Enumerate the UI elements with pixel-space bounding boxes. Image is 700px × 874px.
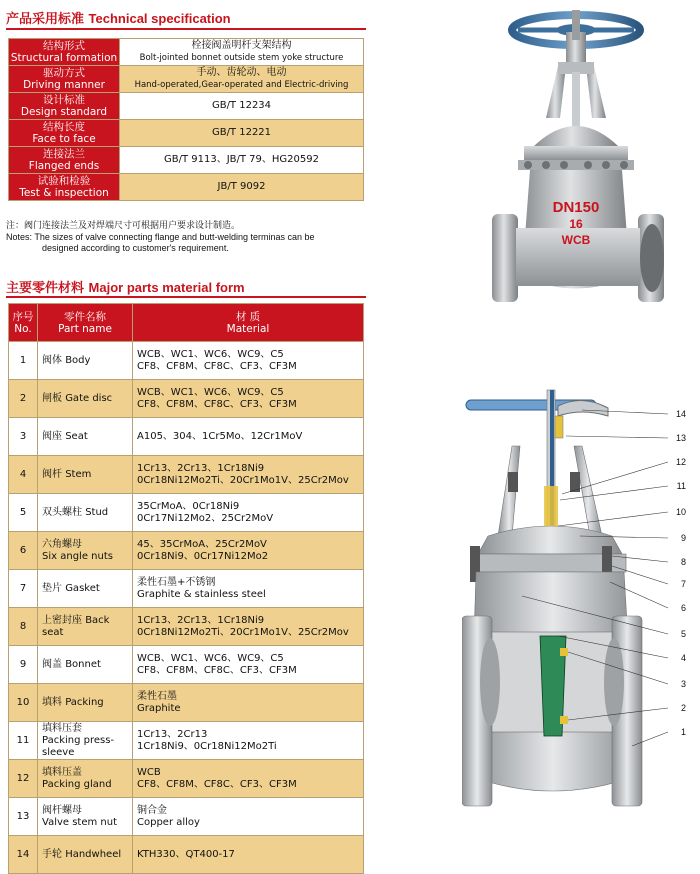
part-material-line-1: 35CrMoA、0Cr18Ni9: [137, 500, 240, 512]
header-material-cn: 材 质: [235, 310, 261, 323]
part-name-en: Gasket: [65, 582, 100, 594]
spec-value: [120, 120, 364, 147]
part-name-en: Gate disc: [65, 392, 113, 404]
part-material-line-2: Graphite & stainless steel: [137, 588, 266, 600]
parts-row: [9, 684, 364, 722]
spec-note-en-2: designed according to customer's requirement.: [42, 243, 229, 253]
part-name-cn: 垫片: [42, 582, 62, 594]
spec-note-en-1: Notes: The sizes of valve connecting flange and butt-welding terminas can be: [6, 232, 315, 242]
part-name: [38, 342, 133, 380]
part-name: [38, 646, 133, 684]
part-name-cn: 阀杆: [42, 468, 62, 480]
parts-header-row: [9, 304, 364, 342]
part-material-line-1: WCB、WC1、WC6、WC9、C5: [137, 386, 284, 398]
part-material: [133, 570, 364, 608]
part-material-line-2: CF8、CF8M、CF8C、CF3、CF3M: [137, 778, 297, 790]
section-gate-disc-icon: [540, 636, 568, 736]
parts-table: [8, 303, 364, 874]
part-number: 11: [9, 722, 38, 760]
callout-number: 9: [680, 533, 686, 543]
part-number: 14: [9, 836, 38, 874]
part-name-en: Packing gland: [42, 778, 112, 790]
spec-label: [9, 174, 120, 201]
spec-value-en: GB/T 12234: [211, 100, 272, 111]
spec-label: [9, 93, 120, 120]
part-material-line-1: A105、304、1Cr5Mo、12Cr1MoV: [137, 430, 303, 442]
part-name-en: Stud: [85, 506, 109, 518]
spec-label-cn: 结构长度: [43, 121, 85, 133]
part-material-line-1: 柔性石墨+不锈钢: [137, 576, 216, 588]
part-material-line-2: CF8、CF8M、CF8C、CF3、CF3M: [137, 664, 297, 676]
part-number: 8: [9, 608, 38, 646]
part-name-cn: 六角螺母: [42, 538, 82, 550]
spec-row: [9, 120, 364, 147]
part-number: 10: [9, 684, 38, 722]
parts-title-en: Major parts material form: [88, 280, 245, 295]
bonnet-icon: [518, 126, 634, 170]
callout-number: 11: [676, 481, 686, 491]
part-material-line-2: CF8、CF8M、CF8C、CF3、CF3M: [137, 360, 297, 372]
part-name-cn: 上密封座: [42, 614, 82, 626]
spec-value: [120, 39, 364, 66]
part-name-en: Packing press-sleeve: [42, 734, 115, 758]
parts-row: [9, 380, 364, 418]
callout-number: 3: [680, 679, 686, 689]
header-no-cn: 序号: [12, 310, 34, 323]
part-material: [133, 684, 364, 722]
callout-number: 2: [680, 703, 686, 713]
parts-row: [9, 722, 364, 760]
spec-label-cn: 结构形式: [43, 40, 85, 52]
part-material-line-2: 0Cr18Ni12Mo2Ti、20Cr1Mo1V、25Cr2Mov: [137, 626, 349, 638]
part-material: [133, 722, 364, 760]
spec-value-en: GB/T 12221: [211, 127, 272, 138]
header-material-en: Material: [226, 322, 270, 335]
part-material: [133, 608, 364, 646]
part-number: 3: [9, 418, 38, 456]
header-material: [133, 304, 364, 342]
part-name: [38, 494, 133, 532]
part-name-cn: 闸板: [42, 392, 62, 404]
part-name-en: Body: [65, 354, 91, 366]
spec-label: [9, 120, 120, 147]
part-material-line-2: Copper alloy: [137, 816, 200, 828]
part-material: [133, 532, 364, 570]
callout-number: 7: [680, 579, 686, 589]
callout-number: 12: [675, 457, 686, 467]
spec-note: [6, 221, 315, 254]
part-number: 1: [9, 342, 38, 380]
part-material: [133, 456, 364, 494]
parts-row: [9, 798, 364, 836]
parts-title-cn: 主要零件材料: [6, 281, 85, 296]
spec-title-cn: 产品采用标准: [6, 12, 85, 27]
part-material-line-2: Graphite: [137, 702, 181, 714]
section-bonnet-icon: [470, 486, 626, 582]
spec-table: [8, 38, 364, 201]
part-name-cn: 填料压套: [42, 722, 82, 734]
header-no: [9, 304, 38, 342]
part-name-cn: 填料: [42, 696, 62, 708]
part-number: 4: [9, 456, 38, 494]
part-name-en: Valve stem nut: [42, 816, 118, 828]
part-name: [38, 418, 133, 456]
part-number: 7: [9, 570, 38, 608]
callout-number: 14: [675, 409, 686, 419]
part-name-cn: 填料压盖: [42, 766, 82, 778]
spec-title-en: Technical specification: [88, 11, 231, 26]
spec-row: [9, 93, 364, 120]
part-name: [38, 380, 133, 418]
spec-label-cn: 驱动方式: [43, 67, 85, 79]
part-name-cn: 手轮: [42, 848, 62, 860]
spec-label-cn: 设计标准: [43, 94, 85, 106]
part-name: [38, 722, 133, 760]
parts-row: [9, 608, 364, 646]
header-name-cn: 零件名称: [64, 310, 106, 323]
spec-title-rule: [6, 28, 366, 30]
header-part-name: [38, 304, 133, 342]
callout-number: 6: [680, 603, 686, 613]
callout-leader: [558, 512, 668, 526]
part-name: [38, 456, 133, 494]
spec-row: [9, 147, 364, 174]
spec-value-en: Bolt-jointed bonnet outside stem yoke structure: [139, 53, 344, 63]
spec-value: [120, 174, 364, 201]
part-name-cn: 阀杆螺母: [42, 804, 82, 816]
spec-label-en: Face to face: [32, 133, 96, 145]
marking-dn: DN150: [552, 199, 600, 216]
spec-value: [120, 147, 364, 174]
part-name-cn: 双头螺柱: [42, 506, 82, 518]
section-handwheel-icon: [466, 400, 608, 416]
part-material: [133, 494, 364, 532]
spec-label-en: Design standard: [20, 106, 108, 118]
part-material-line-1: 铜合金: [137, 804, 167, 816]
header-no-en: No.: [14, 322, 32, 335]
part-material: [133, 380, 364, 418]
callout-number: 13: [675, 433, 686, 443]
part-number: 13: [9, 798, 38, 836]
part-name-en: Six angle nuts: [42, 550, 113, 562]
spec-value-cn: 栓接阀盖明杆支架结构: [191, 40, 292, 51]
spec-value-en: Hand-operated,Gear-operated and Electric-driving: [134, 80, 349, 90]
part-material: [133, 418, 364, 456]
part-name-en: Seat: [65, 430, 88, 442]
part-name-cn: 阀体: [42, 354, 62, 366]
spec-label: [9, 66, 120, 93]
part-name-en: Back seat: [42, 614, 110, 638]
part-material-line-1: KTH330、QT400-17: [137, 848, 235, 860]
callout-number: 10: [675, 507, 686, 517]
part-number: 9: [9, 646, 38, 684]
parts-row: [9, 342, 364, 380]
spec-value-en: JB/T 9092: [217, 181, 266, 192]
part-name: [38, 570, 133, 608]
part-number: 6: [9, 532, 38, 570]
header-name-en: Part name: [58, 322, 112, 335]
parts-row: [9, 456, 364, 494]
spec-row: [9, 66, 364, 93]
spec-value: [120, 93, 364, 120]
callout-number: 8: [680, 557, 686, 567]
part-material-line-2: 1Cr18Ni9、0Cr18Ni12Mo2Ti: [137, 740, 277, 752]
part-name-cn: 阀盖: [42, 658, 62, 670]
part-name-en: Stem: [65, 468, 92, 480]
part-name-en: Bonnet: [65, 658, 101, 670]
part-material: [133, 798, 364, 836]
parts-row: [9, 532, 364, 570]
part-name: [38, 684, 133, 722]
part-material-line-1: 45、35CrMoA、25Cr2MoV: [137, 538, 267, 550]
part-material-line-1: 柔性石墨: [137, 690, 177, 702]
callout-number: 1: [680, 727, 686, 737]
part-material: [133, 646, 364, 684]
spec-value-cn: 手动、齿轮动、电动: [196, 67, 287, 78]
part-name-en: Handwheel: [65, 848, 122, 860]
spec-value: [120, 66, 364, 93]
part-material: [133, 760, 364, 798]
parts-row: [9, 418, 364, 456]
parts-title-rule: [6, 296, 366, 298]
part-number: 2: [9, 380, 38, 418]
parts-row: [9, 646, 364, 684]
part-material-line-2: CF8、CF8M、CF8C、CF3、CF3M: [137, 398, 297, 410]
parts-row: [9, 760, 364, 798]
part-name: [38, 798, 133, 836]
spec-label-en: Driving manner: [23, 79, 105, 91]
part-material-line-1: WCB、WC1、WC6、WC9、C5: [137, 652, 284, 664]
callout-number: 5: [680, 629, 686, 639]
spec-row: [9, 39, 364, 66]
spec-label-en: Structural formation: [10, 52, 118, 64]
spec-label-en: Test & inspection: [19, 187, 109, 199]
part-material-line-2: 0Cr18Ni9、0Cr17Ni12Mo2: [137, 550, 269, 562]
gate-valve-photo: [488, 6, 684, 306]
callout-leader: [566, 436, 668, 438]
part-material-line-1: WCB、WC1、WC6、WC9、C5: [137, 348, 284, 360]
part-material: [133, 342, 364, 380]
spec-note-cn: 注：阀门连接法兰及对焊端尺寸可根据用户要求设计制造。: [6, 221, 241, 231]
callout-number: 4: [680, 653, 686, 663]
part-name-en: Packing: [65, 696, 104, 708]
part-material-line-1: 1Cr13、2Cr13: [137, 728, 208, 740]
parts-section-title: [6, 277, 245, 296]
spec-label: [9, 39, 120, 66]
part-material-line-1: WCB: [137, 766, 161, 778]
part-material-line-2: 0Cr17Ni12Mo2、25Cr2MoV: [137, 512, 274, 524]
part-number: 12: [9, 760, 38, 798]
parts-row: [9, 570, 364, 608]
part-material-line-1: 1Cr13、2Cr13、1Cr18Ni9: [137, 614, 265, 626]
marking-material: WCB: [561, 233, 591, 247]
spec-label-en: Flanged ends: [28, 160, 100, 172]
spec-label: [9, 147, 120, 174]
marking-pressure: 16: [569, 217, 583, 231]
part-name: [38, 608, 133, 646]
part-number: 5: [9, 494, 38, 532]
spec-section-title: [6, 8, 231, 27]
parts-row: [9, 494, 364, 532]
part-material-line-2: 0Cr18Ni12Mo2Ti、20Cr1Mo1V、25Cr2Mov: [137, 474, 349, 486]
cross-section-drawing: [462, 386, 700, 864]
spec-value-en: GB/T 9113、JB/T 79、HG20592: [164, 154, 319, 165]
spec-label-cn: 连接法兰: [43, 148, 85, 160]
spec-row: [9, 174, 364, 201]
spec-label-cn: 试验和检验: [37, 175, 91, 187]
part-name: [38, 760, 133, 798]
part-material-line-1: 1Cr13、2Cr13、1Cr18Ni9: [137, 462, 265, 474]
part-name-cn: 阀座: [42, 430, 62, 442]
part-name: [38, 532, 133, 570]
